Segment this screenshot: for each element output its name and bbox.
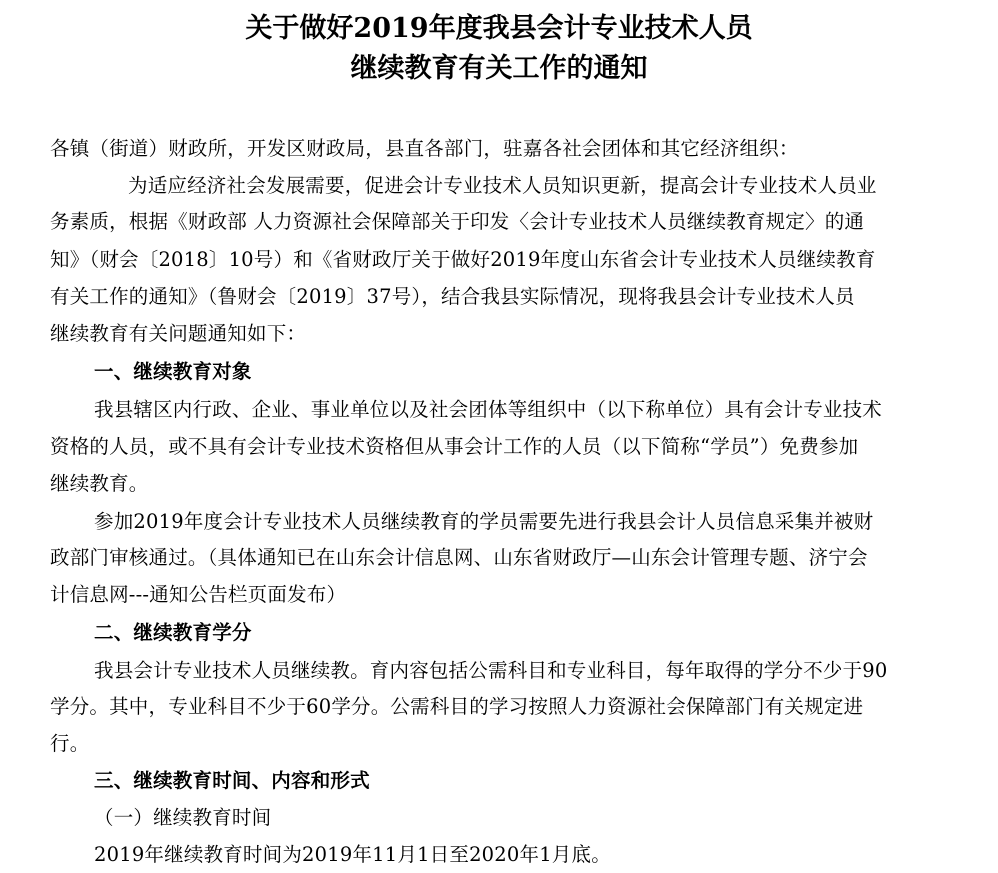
section-3-heading: 三、继续教育时间、内容和形式 bbox=[94, 769, 370, 792]
paragraph-line: 政部门审核通过。（具体通知已在山东会计信息网、山东省财政厅—山东会计管理专题、济宁会 bbox=[50, 546, 868, 569]
paragraph-line: 有关工作的通知》（鲁财会〔2019〕37号），结合我县实际情况，现将我县会计专业技术人员 bbox=[50, 285, 855, 308]
paragraph-line: 学分。其中，专业科目不少于60学分。公需科目的学习按照人力资源社会保障部门有关规定进 bbox=[50, 695, 864, 718]
salutation: 各镇（街道）财政所，开发区财政局，县直各部门，驻嘉各社会团体和其它经济组织： bbox=[50, 137, 799, 160]
paragraph-line: 参加2019年度会计专业技术人员继续教育的学员需要先进行我县会计人员信息采集并被财 bbox=[94, 510, 874, 533]
section-2-heading: 二、继续教育学分 bbox=[94, 621, 252, 644]
paragraph-line: 资格的人员，或不具有会计专业技术资格但从事会计工作的人员（以下简称“学员”）免费参加 bbox=[50, 435, 859, 458]
section-1-heading: 一、继续教育对象 bbox=[94, 360, 252, 383]
document-title-line-1: 关于做好2019年度我县会计专业技术人员 bbox=[245, 13, 753, 44]
paragraph-line: 继续教育。 bbox=[50, 472, 149, 495]
paragraph-line: 我县会计专业技术人员继续教。育内容包括公需科目和专业科目，每年取得的学分不少于90 bbox=[94, 659, 888, 682]
document-title-line-2: 继续教育有关工作的通知 bbox=[350, 53, 648, 84]
paragraph-line: 知》（财会〔2018〕10号）和《省财政厅关于做好2019年度山东省会计专业技术人员继续教育 bbox=[50, 248, 876, 271]
paragraph-line: 我县辖区内行政、企业、事业单位以及社会团体等组织中（以下称单位）具有会计专业技术 bbox=[94, 398, 883, 421]
paragraph-line: 行。 bbox=[50, 732, 90, 755]
paragraph-line: 计信息网---通知公告栏页面发布） bbox=[50, 583, 347, 606]
paragraph-line: 为适应经济社会发展需要，促进会计专业技术人员知识更新，提高会计专业技术人员业 bbox=[128, 174, 877, 197]
section-3-sub-1-text: 2019年继续教育时间为2019年11月1日至2020年1月底。 bbox=[94, 843, 611, 866]
paragraph-line: 务素质，根据《财政部 人力资源社会保障部关于印发〈会计专业技术人员继续教育规定〉的通 bbox=[50, 210, 865, 233]
paragraph-line: 继续教育有关问题通知如下： bbox=[50, 322, 307, 345]
section-3-subheading-1: （一）继续教育时间 bbox=[94, 806, 272, 829]
